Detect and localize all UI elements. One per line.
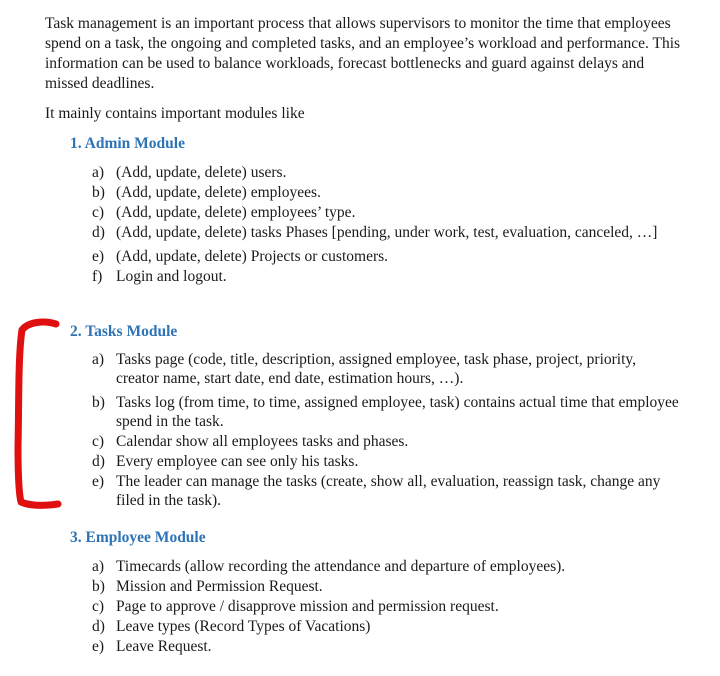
list-item: b) Mission and Permission Request.: [92, 578, 323, 595]
list-item: b) Tasks log (from time, to time, assigned employee, task) contains actual time that employee spend in the task.: [92, 394, 679, 430]
list-item: d) (Add, update, delete) tasks Phases [pending, under work, test, evaluation, canceled, …]: [92, 224, 658, 241]
red-bracket-annotation: [10, 316, 62, 512]
list-item: c) (Add, update, delete) employees’ type.: [92, 204, 356, 221]
list-item: d) Every employee can see only his tasks.: [92, 453, 359, 470]
employee-module-list: [92, 557, 682, 657]
list-item: d) Leave types (Record Types of Vacations): [92, 618, 371, 635]
list-item: a) Tasks page (code, title, description, assigned employee, task phase, project, priority, creator name, start date, end date, estimation hours, …).: [92, 351, 637, 387]
list-item: a) (Add, update, delete) users.: [92, 164, 287, 181]
list-item: e) (Add, update, delete) Projects or customers.: [92, 248, 389, 265]
intro-paragraph: Task management is an important process that allows supervisors to monitor the time that employees spend on a task, the ongoing and completed tasks, and an employee’s workload and performance. This information can be used to balance workloads, forecast bottlenecks and guard against delays and missed deadlines.: [45, 15, 681, 92]
tasks-module-list: [92, 350, 682, 511]
list-item: c) Page to approve / disapprove mission and permission request.: [92, 598, 499, 615]
list-item: b) (Add, update, delete) employees.: [92, 184, 321, 201]
list-item: a) Timecards (allow recording the attendance and departure of employees).: [92, 558, 566, 575]
lead-sentence: It mainly contains important modules like: [45, 105, 305, 122]
admin-module-heading: 1. Admin Module: [70, 135, 185, 152]
admin-module-list: [92, 163, 682, 287]
tasks-module-heading: 2. Tasks Module: [70, 323, 178, 340]
list-item: e) The leader can manage the tasks (create, show all, evaluation, reassign task, change any filed in the task).: [92, 473, 661, 509]
list-item: c) Calendar show all employees tasks and phases.: [92, 433, 409, 450]
list-item: e) Leave Request.: [92, 638, 212, 655]
list-item: f) Login and logout.: [92, 268, 227, 285]
employee-module-heading: 3. Employee Module: [70, 529, 206, 546]
